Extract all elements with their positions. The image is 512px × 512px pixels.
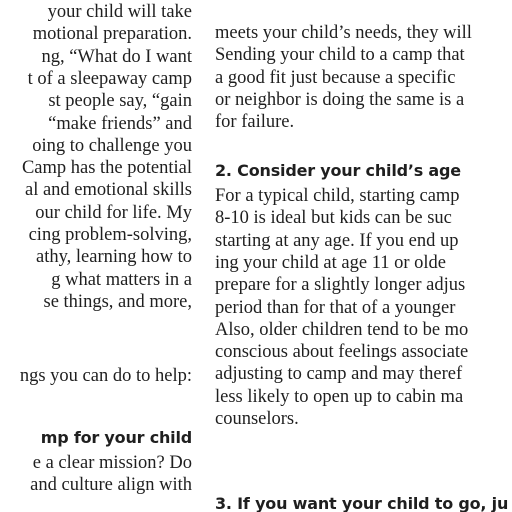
text-line: prepare for a slightly longer adjus [215,275,466,296]
text-line: our child for life. My [35,202,192,223]
section-heading: 3. If you want your child to go, ju [215,494,509,512]
text-line: se things, and more, [43,291,192,312]
text-line: “make friends” and [48,113,192,134]
text-line: ng, “What do I want [41,46,192,67]
text-line: Also, older children tend to be mo [215,319,469,340]
text-line: conscious about feelings associate [215,342,469,363]
text-line: For a typical child, starting camp [215,186,460,206]
text-line: athy, learning how to [35,247,192,268]
text-line: Sending your child to a camp that [215,45,465,66]
text-line: period than for that of a younger [215,297,456,318]
text-line: 8-10 is ideal but kids can be suc [215,208,452,229]
text-line: less likely to open up to cabin ma [215,386,464,407]
text-line: Camp has the potential [21,158,192,179]
text-line: or neighbor is doing the same is a [215,89,465,110]
text-line: ing your child at age 11 or olde [215,252,447,273]
text-line: and culture align with [30,475,192,496]
text-line: adjusting to camp and may theref [215,364,463,385]
text-line: st people say, “gain [48,91,192,112]
text-line: starting at any age. If you end up [215,230,459,251]
text-line: g what matters in a [51,269,192,290]
text-line: t of a sleepaway camp [27,68,192,89]
text-line: your child will take [47,2,192,22]
text-line: oing to challenge you [32,135,192,156]
text-line: for failure. [215,112,295,133]
text-line: cing problem-solving, [28,225,192,245]
text-line: counselors. [215,409,299,429]
text-line: motional preparation. [32,24,192,45]
text-line: e a clear mission? Do [32,453,192,473]
text-line: al and emotional skills [25,180,192,201]
text-line: ngs you can do to help: [19,366,192,386]
section-heading: mp for your child [40,428,192,447]
section-heading: 2. Consider your child’s age [215,161,461,180]
text-line: meets your child’s needs, they will [215,23,472,43]
text-line: a good fit just because a specific [215,67,456,88]
